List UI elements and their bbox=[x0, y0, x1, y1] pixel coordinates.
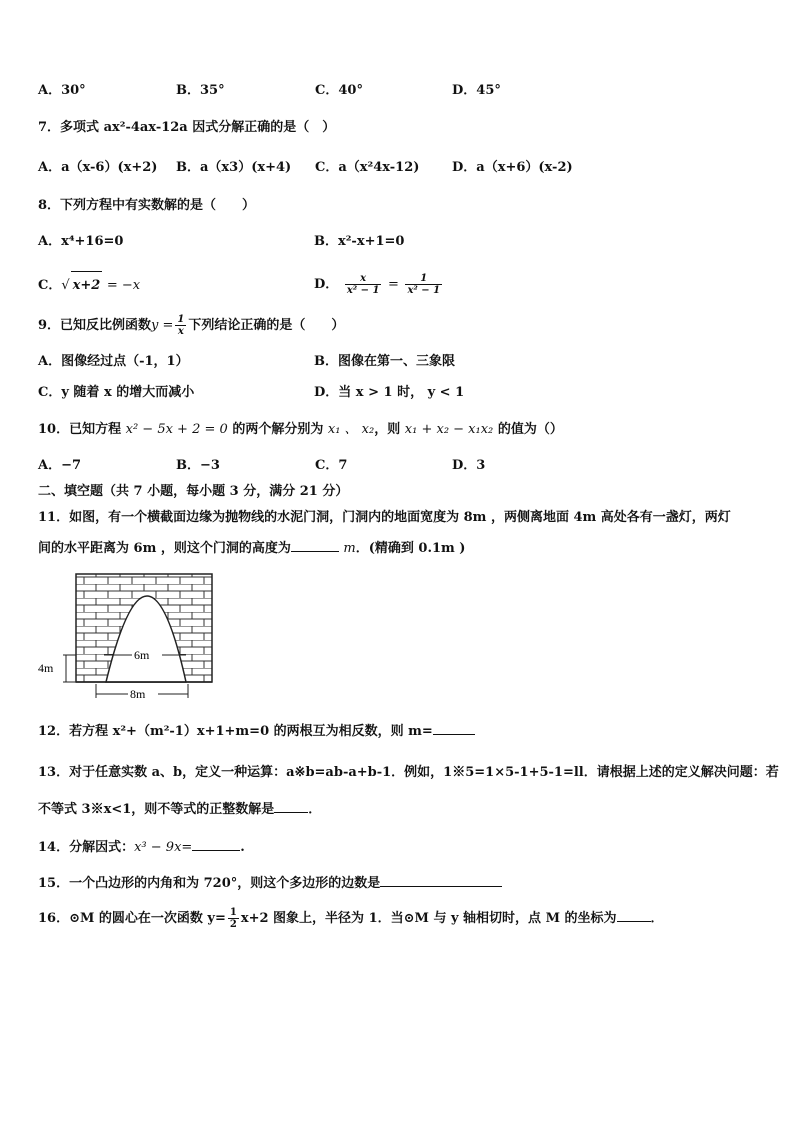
q9-frac-num: 1 bbox=[177, 314, 185, 325]
q9-option-c: C．y 随着 x 的增大而减小 bbox=[38, 385, 195, 400]
q13-answer-blank[interactable] bbox=[274, 812, 308, 813]
q8-d-eq: = bbox=[388, 277, 399, 292]
q9-frac bbox=[175, 314, 186, 337]
q10-expr: x₁ + x₂ − x₁x₂ bbox=[404, 422, 494, 437]
label-8m: 8m bbox=[130, 687, 146, 701]
q16-frac-den: 2 bbox=[229, 919, 237, 930]
q8-option-c: C．√ x+2 = −x bbox=[38, 271, 140, 300]
q12-answer-blank[interactable] bbox=[433, 734, 475, 735]
q8-d-den1: x² − 1 bbox=[346, 285, 380, 296]
q16-frac-num: 1 bbox=[229, 907, 237, 918]
q7-option-a: A．a（x-6）(x+2) bbox=[38, 160, 158, 175]
q13-line2 bbox=[38, 800, 758, 820]
q11-unit: m bbox=[343, 541, 356, 556]
q8-d-num1: x bbox=[345, 273, 382, 285]
q7-option-c: C．a（x²4x-12) bbox=[315, 160, 420, 175]
q6-option-d: D．45° bbox=[452, 83, 501, 98]
q11-line2-post: ．(精确到 0.1m ) bbox=[355, 541, 466, 556]
q16-post: ． bbox=[650, 911, 664, 926]
q11-answer-blank[interactable] bbox=[291, 551, 339, 552]
q8-stem: 8．下列方程中有实数解的是（ ） bbox=[38, 198, 256, 213]
q10-stem-pre: 10．已知方程 bbox=[38, 422, 122, 437]
q11-line2 bbox=[38, 539, 758, 559]
q12-stem: 12．若方程 x²+（m²-1）x+1+m=0 的两根互为相反数，则 m= bbox=[38, 724, 433, 739]
q13-line2-pre: 不等式 3※x<1，则不等式的正整数解是 bbox=[38, 802, 275, 817]
q14-answer-blank[interactable] bbox=[192, 850, 240, 851]
q13-line1: 13．对于任意实数 a、b，定义一种运算：a※b=ab-a+b-1．例如，1※5=1×5-1+5-1=ll．请根据上述的定义解决问题：若 bbox=[38, 765, 779, 780]
q14 bbox=[38, 838, 758, 858]
q9-option-b: B．图像在第一、三象限 bbox=[314, 354, 455, 369]
q16-stem-pre: 16．⊙M 的圆心在一次函数 y= bbox=[38, 911, 226, 926]
q16-answer-blank[interactable] bbox=[617, 921, 651, 922]
q10-option-c: C．7 bbox=[315, 458, 348, 473]
q10-stem bbox=[38, 420, 758, 440]
q9-stem bbox=[38, 312, 758, 340]
q16-stem-mid: x+2 图象上，半径为 1．当⊙M 与 y 轴相切时，点 M 的坐标为 bbox=[240, 911, 617, 926]
q10-stem-mid: 的两个解分别为 bbox=[232, 422, 324, 437]
q8-option-a: A．x⁴+16=0 bbox=[38, 234, 124, 249]
q8-option-b: B．x²-x+1=0 bbox=[314, 234, 405, 249]
q13-line2-post: ． bbox=[308, 802, 322, 817]
q8-d-den2: x² − 1 bbox=[407, 285, 441, 296]
q8-option-c-rhs: = −x bbox=[106, 278, 141, 293]
q10-equation: x² − 5x + 2 = 0 bbox=[125, 422, 228, 437]
q10-stem-mid2: ，则 bbox=[374, 422, 401, 437]
q9-stem-var: y = bbox=[151, 318, 174, 333]
q7-option-b: B．a（x3）(x+4) bbox=[176, 160, 292, 175]
q8-option-d bbox=[314, 271, 444, 299]
q9-frac-den: x bbox=[177, 326, 184, 337]
q11-line2-pre: 间的水平距离为 6m ，则这个门洞的高度为 bbox=[38, 541, 291, 556]
q6-option-b: B．35° bbox=[176, 83, 225, 98]
label-4m: 4m bbox=[38, 661, 54, 675]
q6-option-c: C．40° bbox=[315, 83, 363, 98]
section-fill-in-title: 二、填空题（共 7 小题，每小题 3 分，满分 21 分） bbox=[38, 484, 349, 499]
q16-frac bbox=[228, 907, 239, 930]
q10-roots: x₁ 、 x₂ bbox=[327, 422, 375, 437]
q12 bbox=[38, 722, 758, 742]
q14-stem: 14．分解因式： bbox=[38, 840, 135, 855]
q8-option-d-frac1 bbox=[345, 273, 382, 296]
q16 bbox=[38, 904, 758, 934]
q9-option-a: A．图像经过点（-1，1） bbox=[38, 354, 189, 369]
q9-stem-post: 下列结论正确的是（ ） bbox=[188, 318, 345, 333]
arch-door-figure bbox=[36, 570, 216, 705]
q14-post: . bbox=[240, 840, 245, 855]
q10-option-a: A．−7 bbox=[38, 458, 82, 473]
q11-line1: 11．如图，有一个横截面边缘为抛物线的水泥门洞，门洞内的地面宽度为 8m ，两侧离地面 4m 高处各有一盏灯，两灯 bbox=[38, 510, 731, 525]
label-6m: 6m bbox=[134, 648, 150, 662]
q8-option-d-label: D． bbox=[314, 277, 339, 292]
q10-option-d: D．3 bbox=[452, 458, 486, 473]
q7-option-d: D．a（x+6）(x-2) bbox=[452, 160, 573, 175]
q15-stem: 15．一个凸边形的内角和为 720°，则这个多边形的边数是 bbox=[38, 876, 381, 891]
q6-option-a: A．30° bbox=[38, 83, 86, 98]
q8-d-num2: 1 bbox=[405, 273, 442, 285]
q8-option-d-frac2 bbox=[405, 273, 442, 296]
q15 bbox=[38, 874, 758, 894]
q8-option-c-radicand: x+2 bbox=[71, 271, 103, 300]
q7-stem: 7．多项式 ax²-4ax-12a 因式分解正确的是（ ） bbox=[38, 120, 336, 135]
q8-option-c-label: C． bbox=[38, 278, 62, 293]
q8-options-cd bbox=[38, 271, 758, 299]
q9-option-d: D．当 x > 1 时， y < 1 bbox=[314, 385, 465, 400]
q10-stem-post: 的值为（） bbox=[497, 422, 563, 437]
q14-expr: x³ − 9x= bbox=[134, 840, 193, 855]
q15-answer-blank[interactable] bbox=[380, 886, 502, 887]
q9-stem-pre: 9．已知反比例函数 bbox=[38, 318, 152, 333]
q10-option-b: B．−3 bbox=[176, 458, 220, 473]
